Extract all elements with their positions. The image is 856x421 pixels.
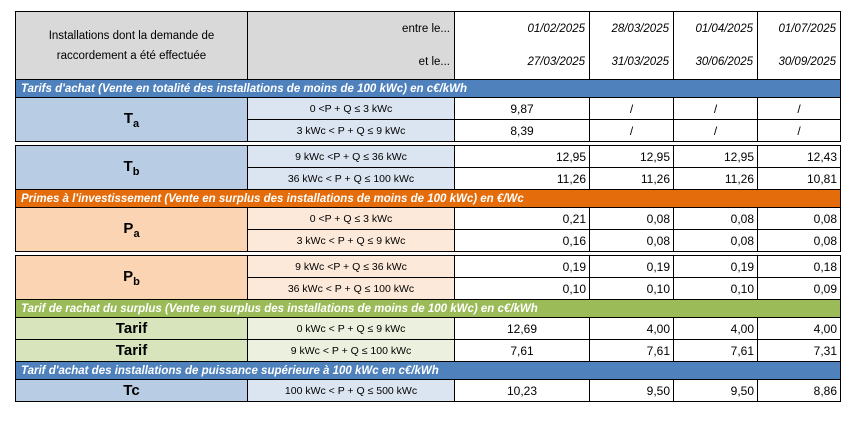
value-cell: / — [590, 120, 674, 142]
value-cell: 7,61 — [674, 340, 758, 362]
value-cell: 4,00 — [758, 318, 841, 340]
condition: 36 kWc < P + Q ≤ 100 kWc — [248, 278, 455, 300]
value-cell: 9,50 — [590, 380, 674, 402]
period-end: 30/06/2025 — [674, 46, 758, 80]
header-row-start — [16, 12, 841, 46]
value-cell: 7,61 — [590, 340, 674, 362]
and-label: et le... — [248, 46, 455, 80]
label-tc: Tc — [16, 380, 248, 402]
label-tarif: Tarif — [16, 340, 248, 362]
value-cell: / — [590, 98, 674, 120]
label-pb: $P_b$ — [16, 256, 248, 300]
condition: 0 <P + Q ≤ 3 kWc — [248, 98, 455, 120]
table-row — [16, 318, 841, 340]
value-cell: 0,21 — [455, 208, 590, 230]
value-cell: 10,81 — [758, 168, 841, 190]
value-cell: 9,50 — [674, 380, 758, 402]
period-end: 30/09/2025 — [758, 46, 841, 80]
condition: 3 kWc < P + Q ≤ 9 kWc — [248, 120, 455, 142]
condition: 9 kWc <P + Q ≤ 36 kWc — [248, 146, 455, 168]
value-cell: 7,31 — [758, 340, 841, 362]
value-cell: 0,18 — [758, 256, 841, 278]
value-cell: 0,08 — [674, 208, 758, 230]
condition: 0 kWc < P + Q ≤ 9 kWc — [248, 318, 455, 340]
value-cell: 9,87 — [455, 98, 590, 120]
value-cell: 12,43 — [758, 146, 841, 168]
value-cell: 0,08 — [758, 230, 841, 252]
condition: 100 kWc < P + Q ≤ 500 kWc — [248, 380, 455, 402]
table-row — [16, 380, 841, 402]
value-cell: 12,95 — [590, 146, 674, 168]
label-tb: $T_b$ — [16, 146, 248, 190]
value-cell: 12,95 — [455, 146, 590, 168]
value-cell: 0,09 — [758, 278, 841, 300]
value-cell: 0,10 — [455, 278, 590, 300]
value-cell: / — [674, 120, 758, 142]
value-cell: / — [674, 98, 758, 120]
condition: 0 <P + Q ≤ 3 kWc — [248, 208, 455, 230]
label-tarif: Tarif — [16, 318, 248, 340]
value-cell: 4,00 — [590, 318, 674, 340]
value-cell: 4,00 — [674, 318, 758, 340]
value-cell: 8,39 — [455, 120, 590, 142]
label-pa: $P_a$ — [16, 208, 248, 252]
value-cell: / — [758, 98, 841, 120]
value-cell: 0,08 — [758, 208, 841, 230]
value-cell: 0,16 — [455, 230, 590, 252]
value-cell: 11,26 — [590, 168, 674, 190]
value-cell: 11,26 — [674, 168, 758, 190]
condition: 3 kWc < P + Q ≤ 9 kWc — [248, 230, 455, 252]
value-cell: / — [758, 120, 841, 142]
value-cell: 8,86 — [758, 380, 841, 402]
period-end: 31/03/2025 — [590, 46, 674, 80]
value-cell: 12,95 — [674, 146, 758, 168]
condition: 9 kWc < P + Q ≤ 100 kWc — [248, 340, 455, 362]
table-row — [16, 98, 841, 120]
table-row — [16, 256, 841, 278]
condition: 9 kWc <P + Q ≤ 36 kWc — [248, 256, 455, 278]
value-cell: 0,19 — [590, 256, 674, 278]
value-cell: 0,19 — [455, 256, 590, 278]
value-cell: 0,08 — [590, 230, 674, 252]
section-tarifs-achat: Tarifs d'achat (Vente en totalité des installations de moins de 100 kWc) en c€/kWh — [16, 80, 841, 98]
header-title: Installations dont la demande de raccordement a été effectuée — [16, 12, 248, 80]
condition: 36 kWc < P + Q ≤ 100 kWc — [248, 168, 455, 190]
value-cell: 0,08 — [674, 230, 758, 252]
tariff-table — [15, 11, 841, 402]
value-cell: 10,23 — [455, 380, 590, 402]
value-cell: 0,10 — [674, 278, 758, 300]
section-primes: Primes à l'investissement (Vente en surplus des installations de moins de 100 kWc) en €/Wc — [16, 190, 841, 208]
value-cell: 7,61 — [455, 340, 590, 362]
section-rachat: Tarif de rachat du surplus (Vente en surplus des installations de moins de 100 kWc) en c€/kWh — [16, 300, 841, 318]
period-start: 01/04/2025 — [674, 12, 758, 46]
value-cell: 0,08 — [590, 208, 674, 230]
value-cell: 0,10 — [590, 278, 674, 300]
period-start: 28/03/2025 — [590, 12, 674, 46]
period-end: 27/03/2025 — [455, 46, 590, 80]
period-start: 01/07/2025 — [758, 12, 841, 46]
value-cell: 11,26 — [455, 168, 590, 190]
label-ta: $T_a$ — [16, 98, 248, 142]
table-row — [16, 208, 841, 230]
table-row — [16, 340, 841, 362]
table-row — [16, 146, 841, 168]
between-label: entre le... — [248, 12, 455, 46]
period-start: 01/02/2025 — [455, 12, 590, 46]
section-superieure: Tarif d'achat des installations de puissance supérieure à 100 kWc en c€/kWh — [16, 362, 841, 380]
value-cell: 0,19 — [674, 256, 758, 278]
value-cell: 12,69 — [455, 318, 590, 340]
